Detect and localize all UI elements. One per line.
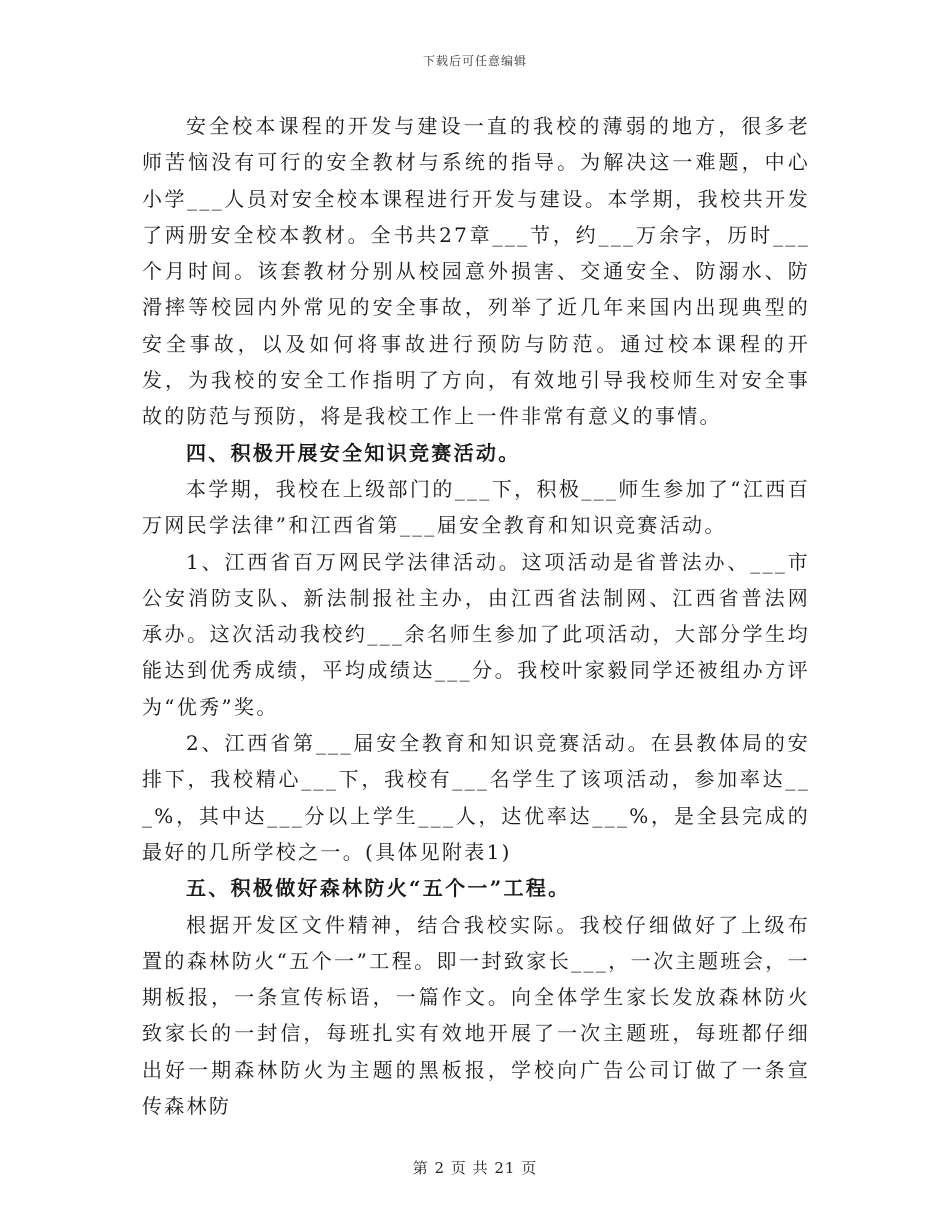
document-body — [142, 108, 810, 1124]
paragraph-forest-fire: 根据开发区文件精神，结合我校实际。我校仔细做好了上级布置的森林防火“五个一”工程。即一封致家长___，一次主题班会，一期板报，一条宣传标语，一篇作文。向全体学生家长发放森林防火致家长的一封信，每班扎实有效地开展了一次主题班，每班都仔细出好一期森林防火为主题的黑板报，学校向广告公司订做了一条宣传森林防 — [142, 912, 810, 1119]
section-heading-4: 四、积极开展安全知识竞赛活动。 — [186, 440, 521, 465]
paragraph-safety-contest: 2、江西省第___届安全教育和知识竞赛活动。在县教体局的安排下，我校精心___下，我校有___名学生了该项活动，参加率达___%，其中达___分以上学生___人，达优率达___%，是全县完成的最好的几所学校之一。(具体见附表1) — [142, 731, 810, 864]
page-number-footer: 第 2 页 共 21 页 — [412, 1159, 538, 1177]
page-header-note: 下载后可任意编辑 — [422, 54, 527, 68]
paragraph-safety-curriculum: 安全校本课程的开发与建设一直的我校的薄弱的地方，很多老师苦恼没有可行的安全教材与系统的指导。为解决这一难题，中心小学___人员对安全校本课程进行开发与建设。本学期，我校共开发了两册安全校本教材。全书共27章___节，约___万余字，历时___个月时间。该套教材分别从校园意外损害、交通安全、防溺水、防滑摔等校园内外常见的安全事故，列举了近几年来国内出现典型的安全事故，以及如何将事故进行预防与防范。通过校本课程的开发，为我校的安全工作指明了方向，有效地引导我校师生对安全事故的防范与预防，将是我校工作上一件非常有意义的事情。 — [142, 114, 810, 429]
paragraph-law-activity: 1、江西省百万网民学法律活动。这项活动是省普法办、___市公安消防支队、新法制报社主办，由江西省法制网、江西省普法网承办。这次活动我校约___余名师生参加了此项活动，大部分学生均能达到优秀成绩，平均成绩达___分。我校叶家毅同学还被组办方评为“优秀”奖。 — [142, 549, 810, 719]
section-heading-5: 五、积极做好森林防火“五个一”工程。 — [186, 876, 571, 901]
paragraph-knowledge-contest-intro: 本学期，我校在上级部门的___下，积极___师生参加了“江西百万网民学法律”和江西省第___届安全教育和知识竞赛活动。 — [142, 476, 810, 538]
